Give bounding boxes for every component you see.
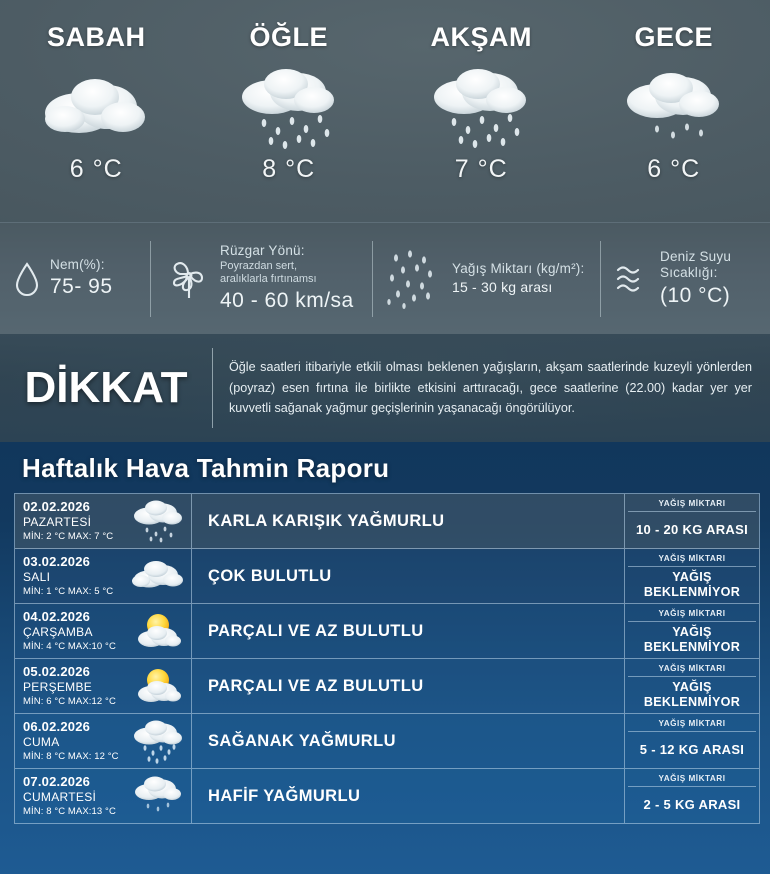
table-row[interactable] [15, 659, 759, 714]
daypart-temperature: 6 °C [70, 155, 123, 184]
daypart-temperature: 7 °C [455, 155, 508, 184]
daypart-temperature: 6 °C [647, 155, 700, 184]
metrics-strip [0, 222, 770, 334]
condition-cell: HAFİF YAĞMURLU [192, 769, 625, 823]
metric-label: Yağış Miktarı (kg/m²): [452, 261, 584, 277]
cloud-drizzle-icon [131, 773, 185, 819]
precipitation-value: 2 - 5 KG ARASI [625, 787, 759, 823]
daypart-label: GECE [634, 22, 713, 53]
row-date: 02.02.2026 [23, 499, 113, 516]
metric-label: Deniz Suyu Sıcaklığı: [660, 249, 764, 282]
precipitation-header: YAĞIŞ MİKTARI [628, 495, 756, 512]
row-dayname: CUMA [23, 735, 119, 751]
row-temperature: MİN: 4 °C MAX:10 °C [23, 641, 116, 653]
row-dayname: ÇARŞAMBA [23, 625, 116, 641]
daypart-label: SABAH [47, 22, 146, 53]
metric-precipitation [374, 241, 602, 317]
row-date: 06.02.2026 [23, 719, 119, 736]
daypart-panel [0, 0, 770, 222]
day-text [23, 774, 116, 819]
daypart-cell-sabah [0, 0, 193, 184]
day-text [23, 719, 119, 764]
table-row[interactable] [15, 714, 759, 769]
table-row[interactable] [15, 549, 759, 604]
warning-text: Öğle saatleri itibariyle etkili olması beklenen yağışların, akşam saatlerinde kuzeyli yönlerden (poyraz) esen fırtına ile birlikte etkisini arttıracağı, gece saatlerine (22.00) kadar yer yer kuvvetli sağanak yağmur geçişlerinin yaşanacağı öngörülüyor. [213, 357, 770, 418]
condition-cell: PARÇALI VE AZ BULUTLU [192, 604, 625, 658]
precipitation-header: YAĞIŞ MİKTARI [628, 715, 756, 732]
day-cell [15, 604, 192, 658]
day-text [23, 554, 113, 599]
row-dayname: PERŞEMBE [23, 680, 116, 696]
metric-humidity-text [50, 257, 113, 300]
day-text [23, 664, 116, 709]
row-date: 05.02.2026 [23, 664, 116, 681]
daypart-row [0, 0, 770, 222]
precipitation-value: YAĞIŞ BEKLENMİYOR [625, 677, 759, 713]
water-drop-icon [14, 261, 40, 297]
weekly-forecast-section [0, 442, 770, 874]
row-temperature: MİN: 8 °C MAX: 12 °C [23, 751, 119, 763]
day-cell [15, 714, 192, 768]
cloud-rain-icon [224, 59, 354, 151]
metric-sea-text [660, 249, 764, 309]
row-temperature: MİN: 1 °C MAX: 5 °C [23, 586, 113, 598]
precipitation-header: YAĞIŞ MİKTARI [628, 770, 756, 787]
day-cell [15, 549, 192, 603]
pinwheel-icon [168, 255, 210, 303]
rain-drops-icon [384, 248, 442, 310]
page-title: Haftalık Hava Tahmin Raporu [14, 450, 760, 493]
daypart-cell-aksam [385, 0, 578, 184]
precipitation-value: YAĞIŞ BEKLENMİYOR [625, 622, 759, 658]
sun-cloud-icon [131, 663, 185, 709]
table-row[interactable] [15, 604, 759, 659]
precipitation-cell [625, 659, 759, 713]
metric-value: 75- 95 [50, 274, 113, 300]
day-cell [15, 769, 192, 823]
metric-wind-text [220, 243, 354, 314]
row-dayname: SALI [23, 570, 113, 586]
metric-label: Nem(%): [50, 257, 113, 273]
cloud-icon [31, 59, 161, 151]
condition-cell: ÇOK BULUTLU [192, 549, 625, 603]
condition-cell: SAĞANAK YAĞMURLU [192, 714, 625, 768]
row-temperature: MİN: 2 °C MAX: 7 °C [23, 531, 113, 543]
day-cell [15, 494, 192, 548]
metric-wind [152, 241, 374, 317]
row-date: 07.02.2026 [23, 774, 116, 791]
metric-value: (10 °C) [660, 283, 764, 309]
daypart-cell-ogle [193, 0, 386, 184]
row-dayname: CUMARTESİ [23, 790, 116, 806]
metric-value: 40 - 60 km/sa [220, 288, 354, 314]
warning-band [0, 334, 770, 442]
metric-label: Rüzgar Yönü: [220, 243, 354, 259]
metric-sea-temperature [602, 241, 770, 317]
precipitation-cell [625, 769, 759, 823]
condition-cell: KARLA KARIŞIK YAĞMURLU [192, 494, 625, 548]
day-cell [15, 659, 192, 713]
condition-cell: PARÇALI VE AZ BULUTLU [192, 659, 625, 713]
row-date: 03.02.2026 [23, 554, 113, 571]
precipitation-cell [625, 604, 759, 658]
metric-humidity [0, 241, 152, 317]
row-date: 04.02.2026 [23, 609, 116, 626]
precipitation-header: YAĞIŞ MİKTARI [628, 660, 756, 677]
precipitation-cell [625, 494, 759, 548]
day-text [23, 499, 113, 544]
waves-icon [616, 262, 650, 296]
metric-sub-1: Poyrazdan sert, [220, 260, 354, 274]
day-text [23, 609, 116, 654]
precipitation-header: YAĞIŞ MİKTARI [628, 605, 756, 622]
table-row[interactable] [15, 769, 759, 824]
cloud-icon [131, 553, 185, 599]
daypart-label: AKŞAM [431, 22, 533, 53]
sun-cloud-icon [131, 608, 185, 654]
daypart-label: ÖĞLE [249, 22, 328, 53]
warning-heading: DİKKAT [0, 363, 212, 413]
precipitation-value: 10 - 20 KG ARASI [625, 512, 759, 548]
row-temperature: MİN: 8 °C MAX:13 °C [23, 806, 116, 818]
precipitation-cell [625, 714, 759, 768]
cloud-rain-icon [131, 718, 185, 764]
daypart-cell-gece [578, 0, 770, 184]
snow-rain-icon [131, 498, 185, 544]
precipitation-header: YAĞIŞ MİKTARI [628, 550, 756, 567]
weekly-forecast-table [14, 493, 760, 824]
row-temperature: MİN: 6 °C MAX:12 °C [23, 696, 116, 708]
row-dayname: PAZARTESİ [23, 515, 113, 531]
precipitation-value: YAĞIŞ BEKLENMİYOR [625, 567, 759, 603]
precipitation-value: 5 - 12 KG ARASI [625, 732, 759, 768]
precipitation-cell [625, 549, 759, 603]
metric-precipitation-text [452, 261, 584, 296]
table-row[interactable] [15, 494, 759, 549]
cloud-drizzle-icon [609, 59, 739, 151]
cloud-rain-icon [416, 59, 546, 151]
metric-sub-2: aralıklarla fırtınamsı [220, 273, 354, 287]
daypart-temperature: 8 °C [262, 155, 315, 184]
metric-value: 15 - 30 kg arası [452, 279, 584, 296]
